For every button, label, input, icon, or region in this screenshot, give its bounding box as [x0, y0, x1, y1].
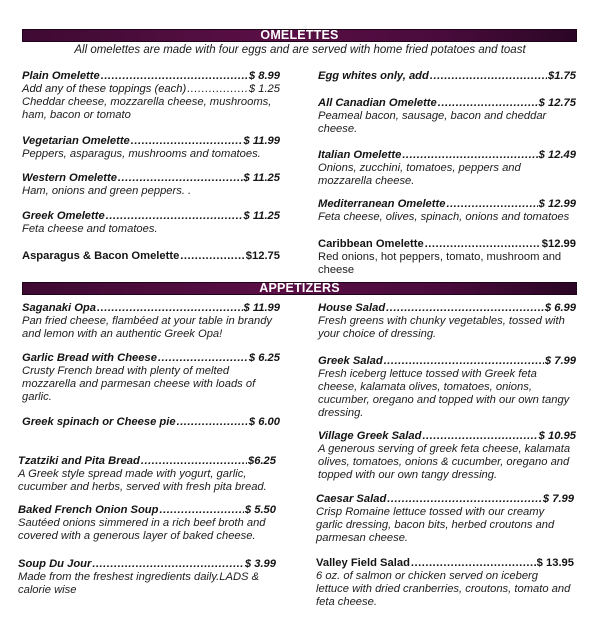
leader-dots [425, 238, 541, 251]
item-price: $ 11.99 [243, 135, 280, 147]
menu-item-tzatziki-pita [18, 455, 276, 494]
leader-dots [402, 149, 537, 162]
item-description: Ham, onions and green peppers. . [22, 185, 192, 197]
item-description: A Greek style spread made with yogurt, garlic, cucumber and herbs, served with fresh pita bread. [18, 468, 267, 493]
omelettes-subtitle: All omelettes are made with four eggs and are served with home fried potatoes and toast [74, 44, 526, 56]
leader-dots [158, 352, 248, 365]
item-name: Asparagus & Bacon Omelette [22, 250, 180, 262]
item-description: Crisp Romaine lettuce tossed with our creamy garlic dressing, bacon bits, herbed croutons and parmesan cheese. [316, 506, 555, 544]
item-name: Soup Du Jour [18, 558, 92, 570]
item-price: $12.75 [245, 250, 280, 262]
leader-dots [430, 70, 547, 83]
item-price: $ 12.49 [538, 149, 576, 161]
item-name: House Salad [318, 302, 386, 314]
item-description: Feta cheese and tomatoes. [22, 223, 158, 235]
leader-dots [141, 455, 247, 468]
menu-item-italian-omelette [318, 149, 576, 188]
menu-item-greek-spinach-pie [22, 416, 280, 429]
menu-item-greek-salad [318, 355, 576, 420]
addon-price: $ 1.25 [248, 83, 280, 95]
menu-item-vegetarian-omelette [22, 135, 280, 161]
menu-item-asparagus-bacon-omelette [22, 250, 280, 263]
item-price: $ 11.25 [243, 210, 280, 222]
leader-dots [177, 416, 248, 429]
item-price: $ 10.95 [538, 430, 576, 442]
item-name: Vegetarian Omelette [22, 135, 130, 147]
item-name: Valley Field Salad [316, 557, 410, 569]
item-description: Crusty French bread with plenty of melted mozzarella and parmesan cheese with loads of garlic. [22, 365, 256, 403]
item-name: Caribbean Omelette [318, 238, 424, 250]
leader-dots [446, 198, 537, 211]
item-description: Cheddar cheese, mozzarella cheese, mushrooms, ham, bacon or tomato [22, 96, 272, 121]
item-price: $ 6.00 [248, 416, 280, 428]
item-price: $ 7.99 [542, 493, 574, 505]
item-name: Garlic Bread with Cheese [22, 352, 157, 364]
leader-dots [180, 250, 244, 263]
item-description: Onions, zucchini, tomatoes, peppers and mozzarella cheese. [318, 162, 521, 187]
item-price: $ 12.75 [538, 97, 576, 109]
menu-item-egg-whites [318, 70, 576, 83]
item-price: $6.25 [248, 455, 276, 467]
item-name: Western Omelette [22, 172, 117, 184]
item-price: $ 5.50 [244, 504, 276, 516]
item-price: $ 6.99 [544, 302, 576, 314]
menu-item-soup-du-jour [18, 558, 276, 597]
item-name: Plain Omelette [22, 70, 100, 82]
item-description: Feta cheese, olives, spinach, onions and tomatoes [318, 211, 570, 223]
appetizers-section-bar [22, 282, 577, 295]
item-price: $ 8.99 [248, 70, 280, 82]
menu-item-village-greek-salad [318, 430, 576, 482]
item-description: Red onions, hot peppers, tomato, mushroom and cheese [318, 251, 562, 276]
item-name: All Canadian Omelette [318, 97, 437, 109]
item-description: A generous serving of greek feta cheese, kalamata olives, tomatoes, onions & cucumber, oregano and topped with our own tangy dressing. [318, 443, 571, 481]
menu-item-french-onion-soup [18, 504, 276, 543]
item-name: Tzatziki and Pita Bread [18, 455, 140, 467]
menu-item-caesar-salad [316, 493, 574, 545]
omelettes-title: OMELETTES [260, 28, 339, 42]
leader-dots [384, 355, 544, 368]
item-description: 6 oz. of salmon or chicken served on iceberg lettuce with dried cranberries, croutons, tomato and feta cheese. [316, 570, 571, 608]
omelettes-section-bar [22, 29, 577, 42]
menu-item-house-salad [318, 302, 576, 341]
leader-dots [92, 558, 244, 571]
item-description: Sautéed onions simmered in a rich beef broth and covered with a generous layer of baked cheese. [18, 517, 266, 542]
item-price: $1.75 [548, 70, 576, 82]
item-price: $ 11.99 [243, 302, 280, 314]
leader-dots [106, 210, 243, 223]
item-price: $ 11.25 [243, 172, 280, 184]
item-description: Fresh greens with chunky vegetables, tossed with your choice of dressing. [318, 315, 565, 340]
leader-dots [118, 172, 243, 185]
addon-name: Add any of these toppings (each) [22, 83, 187, 95]
item-description: Peppers, asparagus, mushrooms and tomatoes. [22, 148, 261, 160]
menu-item-greek-omelette [22, 210, 280, 236]
leader-dots [438, 97, 538, 110]
item-description: Made from the freshest ingredients daily.LADS & calorie wise [18, 571, 260, 596]
item-price: $12.99 [541, 238, 576, 250]
leader-dots [101, 70, 248, 83]
item-name: Greek Omelette [22, 210, 105, 222]
item-price: $ 3.99 [244, 558, 276, 570]
menu-item-valley-field-salad [316, 557, 574, 609]
item-name: Saganaki Opa [22, 302, 96, 314]
item-description: Pan fried cheese, flambéed at your table in brandy and lemon with an authentic Greek Opa! [22, 315, 273, 340]
leader-dots [97, 302, 243, 315]
leader-dots [159, 504, 243, 517]
item-price: $ 12.99 [538, 198, 576, 210]
leader-dots [386, 302, 544, 315]
item-price: $ 13.95 [536, 557, 574, 569]
menu-item-western-omelette [22, 172, 280, 198]
leader-dots [187, 83, 248, 96]
menu-item-mediterranean-omelette [318, 198, 576, 224]
leader-dots [387, 493, 542, 506]
item-name: Caesar Salad [316, 493, 387, 505]
menu-item-caribbean-omelette [318, 238, 576, 277]
item-name: Mediterranean Omelette [318, 198, 446, 210]
item-name: Greek Salad [318, 355, 383, 367]
menu-item-saganaki-opa [22, 302, 280, 341]
item-price: $ 7.99 [544, 355, 576, 367]
leader-dots [131, 135, 243, 148]
item-name: Italian Omelette [318, 149, 402, 161]
leader-dots [411, 557, 536, 570]
item-description: Fresh iceberg lettuce tossed with Greek feta cheese, kalamata olives, tomatoes, onions, cucumber, oregano and topped with our own tangy dressing. [318, 368, 570, 419]
item-name: Village Greek Salad [318, 430, 422, 442]
item-description: Peameal bacon, sausage, bacon and cheddar cheese. [318, 110, 547, 135]
menu-item-all-canadian-omelette [318, 97, 576, 136]
item-name: Baked French Onion Soup [18, 504, 159, 516]
item-price: $ 6.25 [248, 352, 280, 364]
leader-dots [422, 430, 537, 443]
appetizers-title: APPETIZERS [259, 281, 340, 295]
item-name: Greek spinach or Cheese pie [22, 416, 176, 428]
menu-item-garlic-bread [22, 352, 280, 404]
menu-item-plain-omelette [22, 70, 280, 122]
item-name: Egg whites only, add [318, 70, 429, 82]
